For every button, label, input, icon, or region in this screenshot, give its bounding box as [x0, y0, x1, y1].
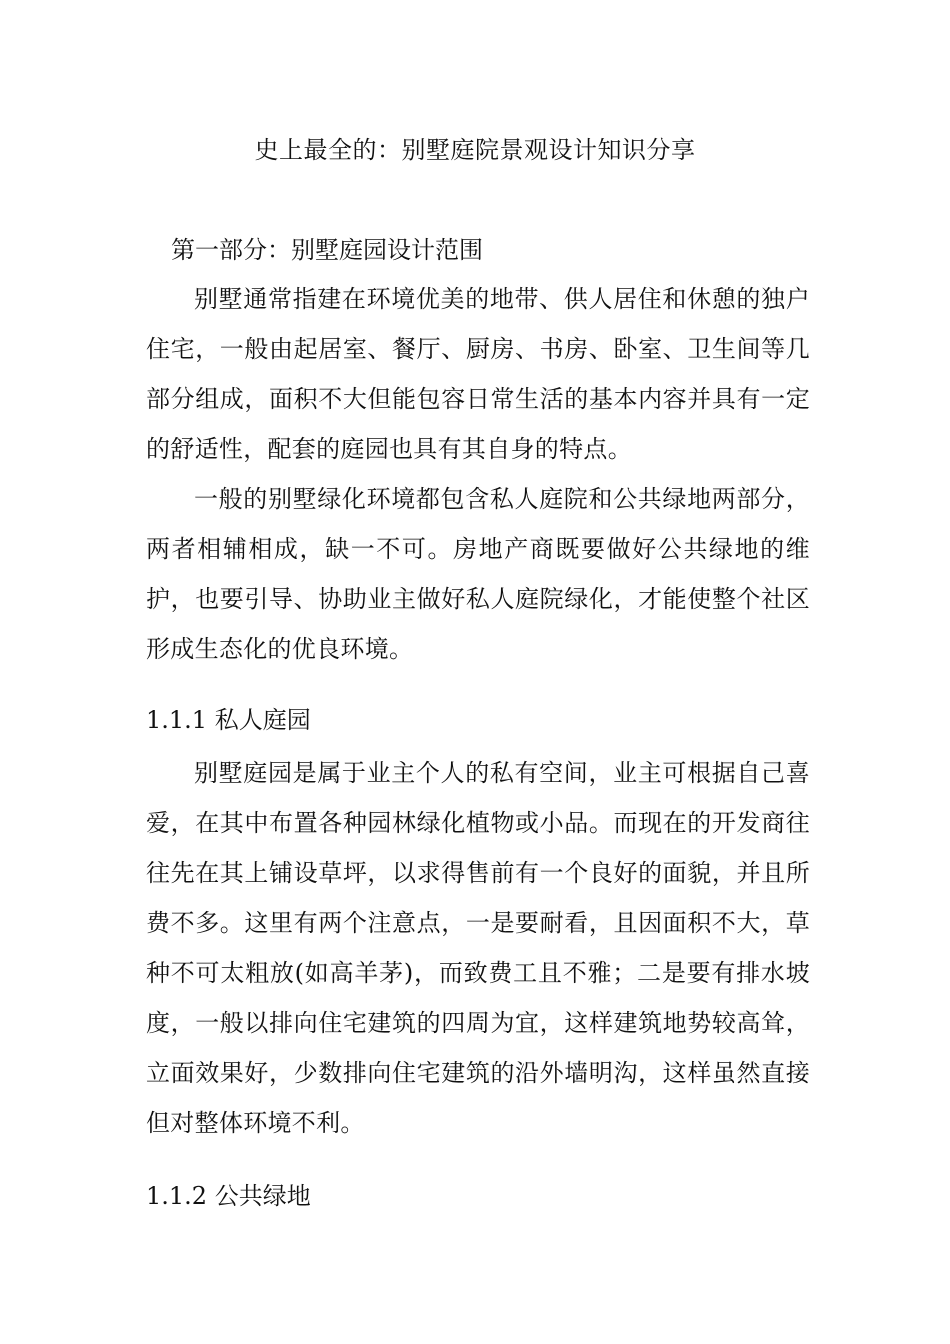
paragraph-private-garden: 别墅庭园是属于业主个人的私有空间，业主可根据自己喜爱，在其中布置各种园林绿化植物或小品。而现在的开发商往往先在其上铺设草坪，以求得售前有一个良好的面貌，并且所费不多。这里有两个注意点，一是要耐看，且因面积不大，草种不可太粗放(如高羊茅)，而致费工且不雅；二是要有排水坡度，一般以排向住宅建筑的四周为宜，这样建筑地势较高耸，立面效果好，少数排向住宅建筑的沿外墙明沟，这样虽然直接但对整体环境不利。	[146, 759, 810, 1137]
paragraph-green-environment: 一般的别墅绿化环境都包含私人庭院和公共绿地两部分，两者相辅相成，缺一不可。房地产商既要做好公共绿地的维护，也要引导、协助业主做好私人庭院绿化，才能使整个社区形成生态化的优良环境。	[146, 485, 810, 663]
paragraph-villa-definition: 别墅通常指建在环境优美的地带、供人居住和休憩的独户住宅，一般由起居室、餐厅、厨房、书房、卧室、卫生间等几部分组成，面积不大但能包容日常生活的基本内容并具有一定的舒适性，配套的庭园也具有其自身的特点。	[146, 285, 810, 463]
part-one-heading: 第一部分：别墅庭园设计范围	[171, 236, 483, 264]
section-heading-private-garden: 1.1.1 私人庭园	[146, 706, 311, 734]
section-heading-public-green: 1.1.2 公共绿地	[146, 1182, 311, 1210]
document-title: 史上最全的：别墅庭院景观设计知识分享	[254, 136, 696, 164]
